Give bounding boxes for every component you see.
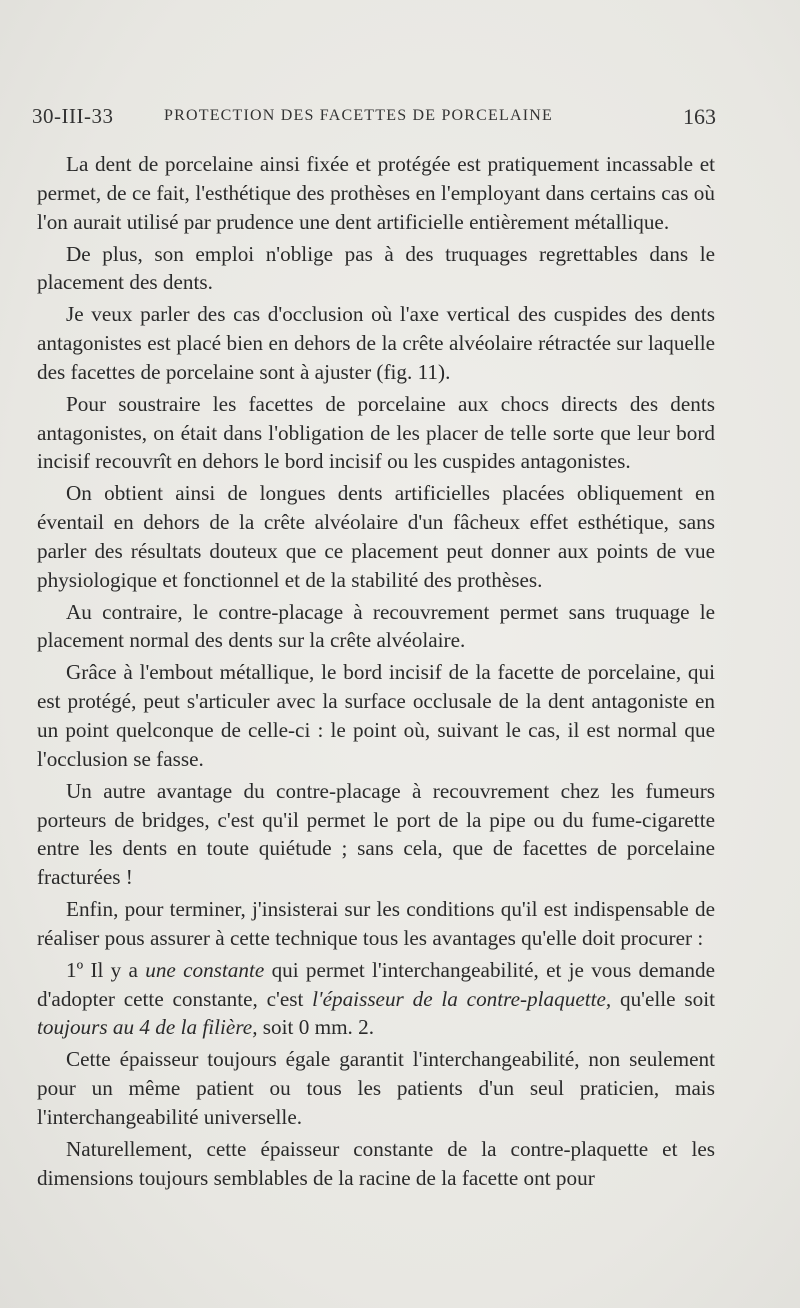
header-date: 30-III-33 <box>32 104 114 128</box>
paragraph: Pour soustraire les facettes de porcelaine aux chocs directs des dents antagonistes, on était dans l'obligation de les placer de telle sorte que leur bord incisif recouvrît en dehors le bord incisif ou les cuspides antagonistes. <box>37 391 715 474</box>
paragraph: Enfin, pour terminer, j'insisterai sur les conditions qu'il est indispensable de réaliser pous assurer à cette technique tous les avantages qu'elle doit procurer : <box>37 897 715 950</box>
italic-run: une constante <box>145 957 265 982</box>
paragraph: On obtient ainsi de longues dents artificielles placées obliquement en éventail en dehors de la crête alvéolaire d'un fâcheux effet esthétique, sans parler des résultats douteux que ce placement peut donner aux points de vue physiologique et fonctionnel et de la stabilité des prothèses. <box>37 481 715 592</box>
italic-run: toujours au 4 de la filière, <box>37 1015 258 1040</box>
text-run: soit 0 mm. 2. <box>257 1015 375 1040</box>
page-number: 163 <box>683 104 716 129</box>
italic-run: l'épaisseur de la contre-plaquette, <box>312 986 612 1011</box>
paragraph: Grâce à l'embout métallique, le bord incisif de la facette de porcelaine, qui est protégé, peut s'articuler avec la surface occlusale de la dent antagoniste en un point quelconque de celle-ci : le point où, suivant le cas, il est normal que l'occlusion se fasse. <box>37 660 715 771</box>
paragraph: Au contraire, le contre-placage à recouvrement permet sans truquage le placement normal des dents sur la crête alvéolaire. <box>37 599 715 653</box>
paragraph-numbered <box>37 956 715 1043</box>
running-title: PROTECTION DES FACETTES DE PORCELAINE <box>164 107 553 124</box>
paragraph: Un autre avantage du contre-placage à recouvrement chez les fumeurs porteurs de bridges, c'est qu'il permet le port de la pipe ou du fume-cigarette entre les dents en toute quiétude ; sans cela, que de facettes de porcelaine fracturées ! <box>37 778 715 890</box>
paragraph: La dent de porcelaine ainsi fixée et protégée est pratiquement incassable et permet, de ce fait, l'esthétique des prothèses en l'employant dans certains cas où l'on aurait utilisé par prudence une dent artificielle entièrement métallique. <box>37 152 715 234</box>
paragraph: Je veux parler des cas d'occlusion où l'axe vertical des cuspides des dents antagonistes est placé bien en dehors de la crête alvéolaire rétractée sur laquelle des facettes de porcelaine sont à ajuster (fig. 11). <box>37 302 715 384</box>
text-run: qui permet l'interchangeabilité, et je vous demande d'adopter cette constante, c'est <box>37 957 715 1011</box>
text-run: qu'elle soit <box>611 986 715 1011</box>
paragraph: Cette épaisseur toujours égale garantit l'interchangeabilité, non seulement pour un même patient ou tous les patients d'un seul praticien, mais l'interchangeabilité universelle. <box>37 1047 715 1129</box>
body-text <box>37 150 715 1195</box>
page-header <box>32 104 716 134</box>
text-run: 1º Il y a <box>66 957 146 982</box>
paragraph: De plus, son emploi n'oblige pas à des truquages regrettables dans le placement des dents. <box>37 241 715 295</box>
paragraph: Naturellement, cette épaisseur constante de la contre-plaquette et les dimensions toujours semblables de la racine de la facette ont pour <box>37 1136 715 1190</box>
